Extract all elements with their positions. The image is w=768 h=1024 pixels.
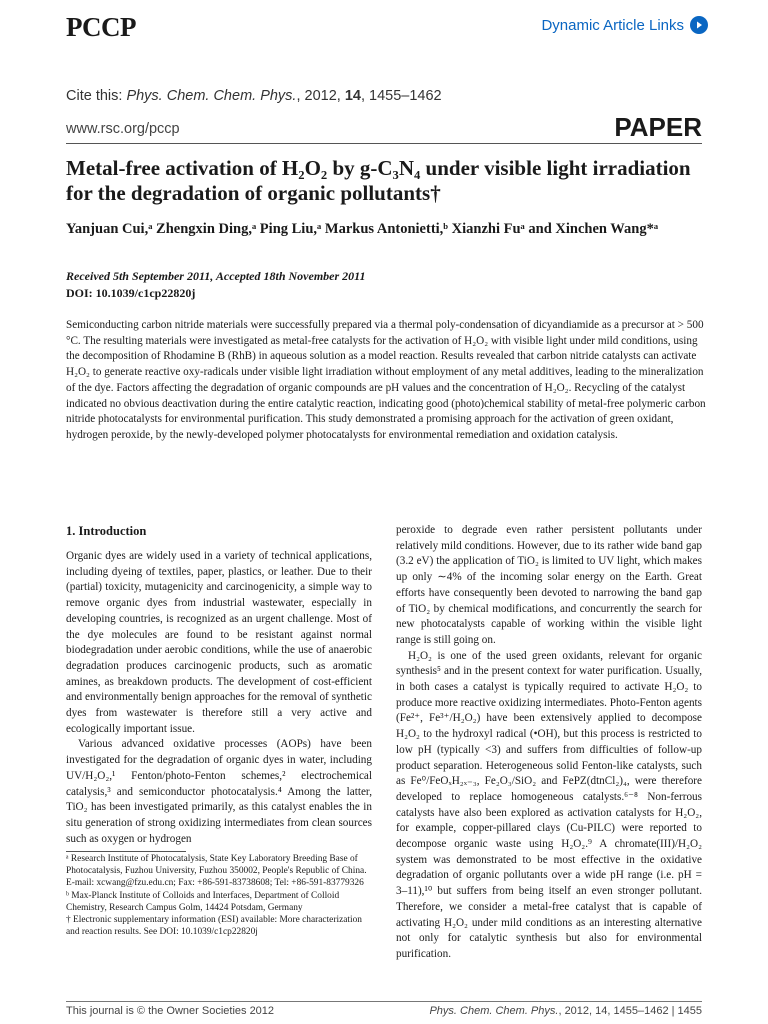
- body-paragraph: peroxide to degrade even rather persistent pollutants under relatively mild conditions. However, due to its rather wide band gap (3.2 eV) the application of TiO₂ is limited to UV light, which makes up only ∼4% of the incoming solar energy on the Earth. Great efforts have consequently been devoted to narrowing the band gap of TiO₂ by chemical modifications, and concurrently the search for new photocatalysts capable of working within the visible light range is still going on.: [396, 524, 702, 646]
- footer-citation: [429, 1005, 702, 1017]
- journal-logo: PCCP: [66, 12, 136, 42]
- header-divider: [66, 143, 702, 144]
- footnote-affiliation-b: ᵇ Max-Planck Institute of Colloids and Interfaces, Department of Colloid Chemistry, Research Campus Golm, 14424 Potsdam, Germany: [66, 890, 340, 913]
- site-url-link[interactable]: www.rsc.org/pccp: [66, 121, 180, 137]
- right-column: [396, 523, 702, 963]
- body-paragraph: Organic dyes are widely used in a variety of technical applications, including dyeing of textiles, paper, plastics, or leather. Due to their (partial) toxicity, mutagenicity and carcinogenicity, a simple way to remove organic dyes from industrial wastewater, especially in developing countries, is recognized as an urgent challenge. Most of the dye molecules are found to be resistant against normal biodegradation under aerobic conditions, while the use of anaerobic degradation produces carcinogenic products, such as aromatic amines, as breakdown products. The development of cost-efficient and environmentally benign approaches for the removal of synthetic dyes from wastewater is therefore still a very active and ecologically important issue.: [66, 550, 372, 735]
- body-paragraph: Various advanced oxidative processes (AOPs) have been investigated for the degradation of organic dyes in water, including UV/H₂O₂,¹ Fenton/photo-Fenton schemes,² electrochemical catalysis,³ and semiconductor photocatalysis.⁴ Among the latter, TiO₂ has been investigated primarily, as this catalyst enables the in situ generation of strong oxidizing intermediates from clean sources such as oxygen or hydrogen: [66, 738, 372, 845]
- footer-copyright: This journal is © the Owner Societies 2012: [66, 1005, 275, 1017]
- dynamic-links-label[interactable]: Dynamic Article Links: [541, 16, 684, 34]
- section-heading-introduction: 1. Introduction: [66, 524, 147, 538]
- article-doi[interactable]: DOI: 10.1039/c1cp22820j: [66, 286, 196, 300]
- footnotes: [66, 853, 372, 938]
- received-dates: Received 5th September 2011, Accepted 18th November 2011: [66, 269, 366, 283]
- cite-pages: , 1455–1462: [360, 88, 442, 104]
- paper-type-label: PAPER: [614, 112, 702, 142]
- footer-pages: , 2012, 14, 1455–1462 | 1455: [558, 1005, 702, 1017]
- abstract: Semiconducting carbon nitride materials were successfully prepared via a thermal poly-condensation of dicyandiamide as a precursor at > 500 °C. The resulting materials were investigated as metal-free catalysts for the activation of H₂O₂ with visible light under mild conditions, using the decomposition of Rhodamine B (RhB) in aqueous solution as a model reaction. Results revealed that carbon nitride catalysts can activate H₂O₂ to generate reactive oxy-radicals under visible light irradiation without employment of any metal additives, leading to the mineralization of the dye. Factors affecting the degradation of organic compounds are pH values and the concentration of H₂O₂. Recycling of the catalyst indicated no obvious deactivation during the entire catalytic reaction, indicating good (photo)chemical stability of metal-free polymeric carbon nitride photocatalysts for environmental purification. This study demonstrated a promising approach for the activation of green oxidant, hydrogen peroxide, by the newly-developed polymer photocatalysts for environmental remediation and oxidation catalysis.: [66, 319, 706, 441]
- footnote-divider: [66, 851, 186, 852]
- cite-prefix: Cite this:: [66, 88, 127, 104]
- footer-divider: [66, 1001, 702, 1002]
- article-title: Metal-free activation of H₂O₂ by g-C₃N₄ under visible light irradiation for the degradation of organic pollutants†: [66, 156, 691, 205]
- footnote-affiliation-a: ᵃ Research Institute of Photocatalysis, State Key Laboratory Breeding Base of Photocatalysis, Fuzhou University, Fuzhou 350002, People's Republic of China. E-mail: xcwang@fzu.edu.cn; Fax: +86-591-83738608; Tel: +86-591-83779326: [66, 854, 367, 889]
- author-list: Yanjuan Cui,ᵃ Zhengxin Ding,ᵃ Ping Liu,ᵃ Markus Antonietti,ᵇ Xianzhi Fuᵃ and Xinchen Wang*ᵃ: [66, 221, 659, 237]
- footer-journal: Phys. Chem. Chem. Phys.: [429, 1005, 559, 1017]
- dynamic-article-links[interactable]: [541, 16, 708, 34]
- citation-line: [66, 88, 442, 104]
- footnote-esi: † Electronic supplementary information (ESI) available: More characterization and reaction results. See DOI: 10.1039/c1cp22820j: [66, 915, 362, 938]
- cite-year: , 2012,: [296, 88, 345, 104]
- body-paragraph: H₂O₂ is one of the used green oxidants, relevant for organic synthesis⁵ and in the present context for water purification. Usually, in both cases a catalyst is typically required to activate H₂O₂ to produce more reactive oxidizing intermediates. Photo-Fenton agents (Fe²⁺, Fe³⁺/H₂O₂) have been extensively applied to decompose H₂O₂ to the hydroxyl radical (•OH), but this process is restricted to low pH (typically <3) and suffers from difficulties of follow-up product separation. Heterogeneous solid Fenton-like catalysts, such as Fe⁰/FeOₓH₂ₓ₋₃, Fe₂O₃/SiO₂ and FePZ(dtnCl₂)₄, were therefore developed to replace homogeneous catalysts.⁶⁻⁸ Non-ferrous catalysts have also been explored as activation catalysts for H₂O₂, for example, copper-pillared clays (Cu-PILC) were reported to decompose organic waste using H₂O₂.⁹ A chromate(III)/H₂O₂ system was demonstrated to be most effective in the oxidative degradation of organic pollutants over a wide pH range (i.e. pH = 3–11),¹⁰ but suffers from being itself an even stronger pollutant. Therefore, we consider a metal-free catalyst that is capable of activating H₂O₂ under mild conditions as an interesting alternative not only for catalytic synthesis but also for environmental purification.: [396, 649, 703, 960]
- play-arrow-icon[interactable]: [690, 16, 708, 34]
- cite-journal: Phys. Chem. Chem. Phys.: [126, 88, 297, 104]
- cite-volume: 14: [344, 88, 361, 104]
- left-column: [66, 523, 372, 847]
